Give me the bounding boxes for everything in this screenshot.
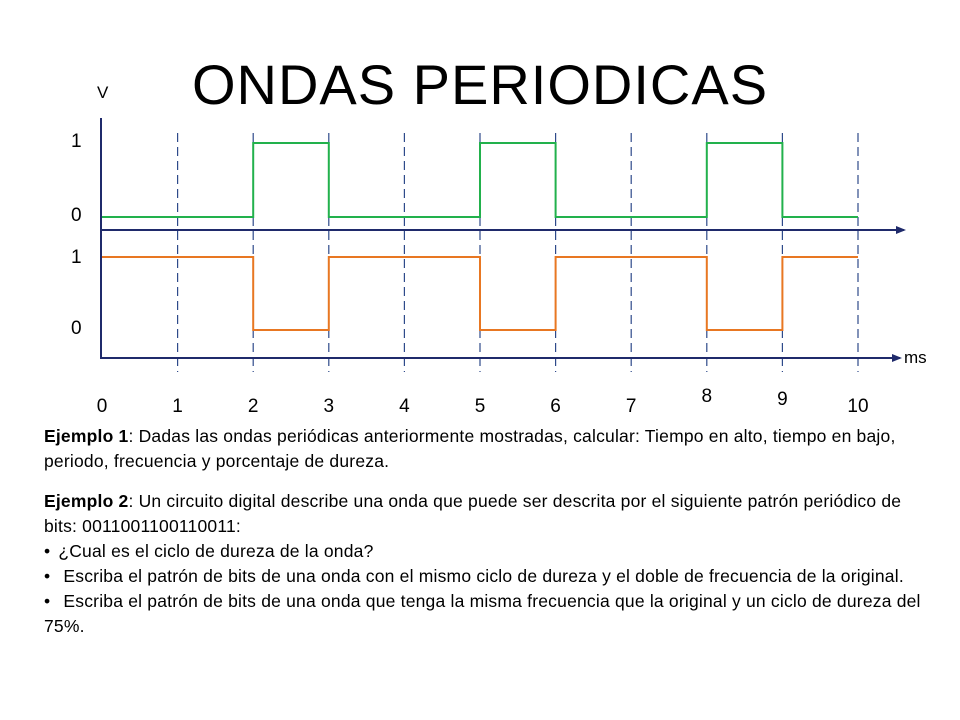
time-tick-label: 2	[247, 396, 259, 417]
ejemplo-1-text: : Dadas las ondas periódicas anteriormente mostradas, calcular: Tiempo en alto, tiempo en bajo, periodo, frecuencia y porcentaje de dureza.	[44, 426, 896, 471]
time-tick-label: 3	[323, 396, 335, 417]
bullet-item: • Escriba el patrón de bits de una onda que tenga la misma frecuencia que la original y un ciclo de dureza del 75%.	[44, 589, 924, 639]
time-tick-label: 9	[777, 389, 788, 410]
level-label-orange-high: 1	[71, 247, 82, 268]
bullet-item: • Escriba el patrón de bits de una onda con el mismo ciclo de dureza y el doble de frecuencia de la original.	[44, 564, 924, 589]
bullet-item: • ¿Cual es el ciclo de dureza de la onda?	[44, 539, 924, 564]
ejemplo-2	[44, 489, 924, 639]
time-tick-label: 0	[96, 396, 108, 417]
level-label-green-high: 1	[71, 131, 82, 152]
time-tick-label: 10	[847, 396, 869, 417]
slide-title: ONDAS PERIODICAS	[191, 53, 769, 116]
time-tick-label: 6	[550, 396, 561, 417]
time-gridlines	[178, 133, 858, 372]
ejemplo-2-text: : Un circuito digital describe una onda que puede ser descrita por el siguiente patrón periódico de bits: 0011001100110011:	[44, 491, 902, 536]
time-tick-label: 4	[399, 396, 410, 417]
level-label-green-low: 0	[71, 205, 82, 226]
orange-wave	[102, 257, 858, 330]
time-tick-labels	[97, 386, 869, 417]
green-wave	[102, 143, 858, 217]
axis-label-v: V	[97, 83, 109, 102]
axis-label-time: ms	[904, 348, 927, 367]
ejemplo-2-label: Ejemplo 2	[44, 491, 129, 511]
time-tick-label: 1	[172, 396, 183, 417]
ejemplo-1-label: Ejemplo 1	[44, 426, 129, 446]
time-tick-label: 7	[625, 396, 637, 417]
time-tick-label: 5	[474, 396, 486, 417]
ejemplo-1	[44, 424, 924, 474]
level-label-orange-low: 0	[71, 318, 82, 339]
time-tick-label: 8	[701, 386, 713, 407]
